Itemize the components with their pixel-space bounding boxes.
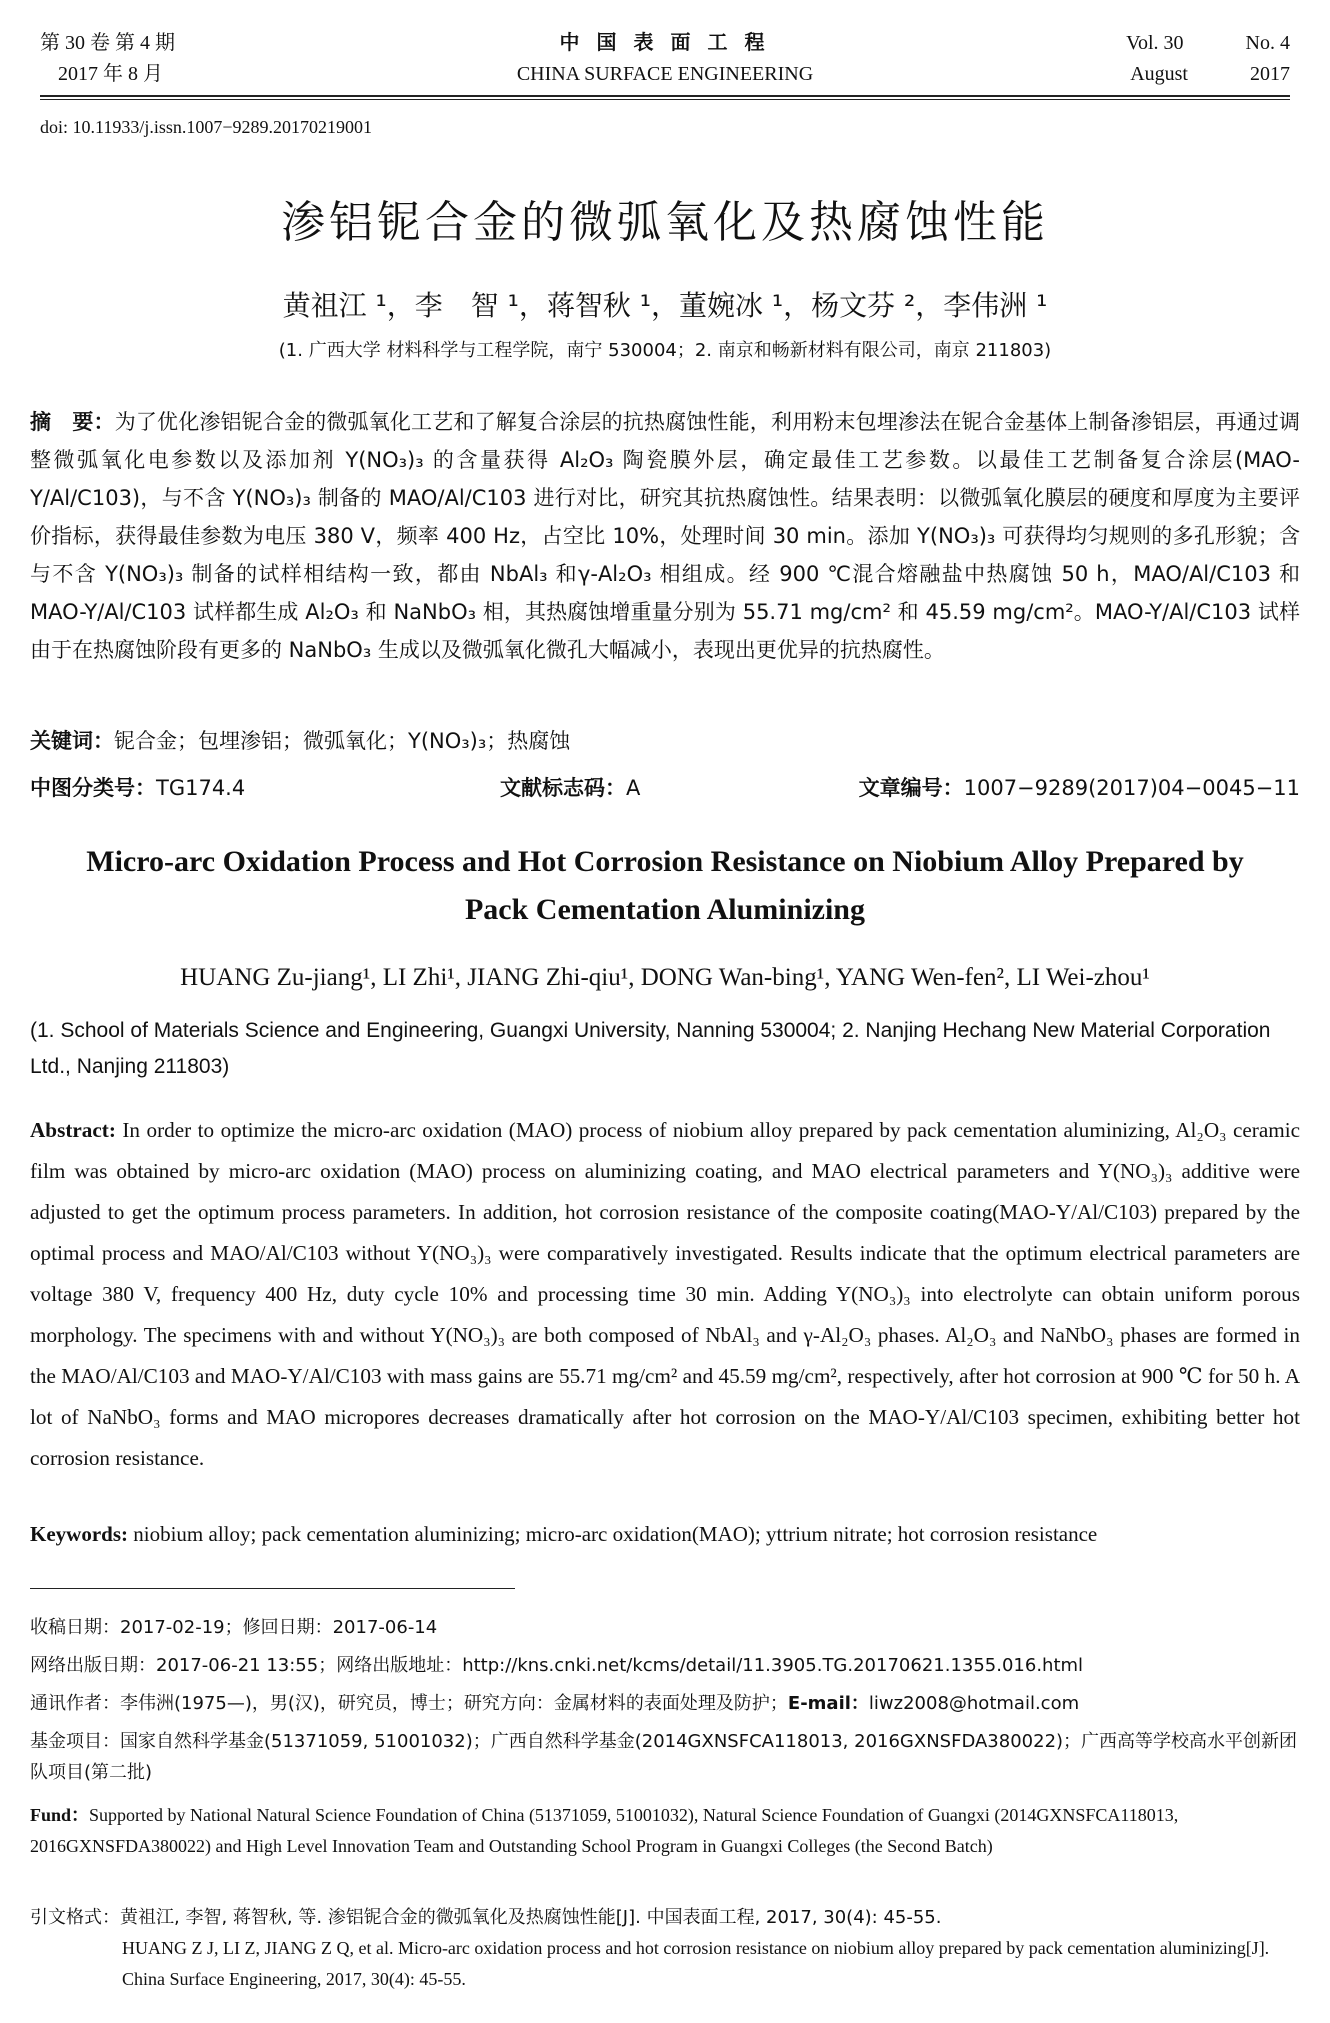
fund-cn-text: 国家自然科学基金(51371059, 51001032)；广西自然科学基金(2014GXNSFCA118013, 2016GXNSFDA380022)；广西高等学校高水平创新团队项目(第二批) [30, 1731, 1298, 1783]
footnote-fund-en [30, 1800, 1300, 1862]
keywords-cn-text: 铌合金；包埋渗铝；微弧氧化；Y(NO₃)₃；热腐蚀 [114, 729, 571, 753]
volume-en: Vol. 30 [1126, 32, 1184, 54]
article-no-label: 文章编号： [858, 776, 964, 800]
fund-cn-label: 基金项目： [30, 1731, 120, 1752]
month-en: August [1130, 63, 1188, 85]
date-cn: 2017 年 8 月 [58, 63, 163, 85]
abstract-en-text: In order to optimize the micro-arc oxidation (MAO) process of niobium alloy prepared by pack cementation aluminizing, Al₂O₃ ceramic film was obtained by micro-arc oxidation (MAO) process on aluminizing coating, and MAO electrical parameters and Y(NO₃)₃ additive were adjusted to get the optimum process parameters. In addition, hot corrosion resistance of the composite coating(MAO-Y/Al/C103) prepared by the optimal process and MAO/Al/C103 without Y(NO₃)₃ were comparatively investigated. Results indicate that the optimum electrical parameters are voltage 380 V, frequency 400 Hz, duty cycle 10% and processing time 30 min. Adding Y(NO₃)₃ into electrolyte can obtain uniform porous morphology. The specimens with and without Y(NO₃)₃ are both composed of NbAl₃ and γ-Al₂O₃ phases. Al₂O₃ and NaNbO₃ phases are formed in the MAO/Al/C103 and MAO-Y/Al/C103 with mass gains are 55.71 mg/cm² and 45.59 mg/cm², respectively, after hot corrosion at 900 ℃ for 50 h. A lot of NaNbO₃ forms and MAO micropores decreases dramatically after hot corrosion on the MAO-Y/Al/C103 specimen, exhibiting better hot corrosion resistance. [30, 1118, 1300, 1470]
keywords-en-text: niobium alloy; pack cementation aluminizing; micro-arc oxidation(MAO); yttrium nitrate; hot corrosion resistance [133, 1522, 1098, 1546]
clc-value: TG174.4 [156, 776, 246, 800]
cite-en: HUANG Z J, LI Z, JIANG Z Q, et al. Micro-arc oxidation process and hot corrosion resistance on niobium alloy prepared by pack cementation aluminizing[J]. China Surface Engineering, 2017, 30(4): 45-55. [122, 1938, 1270, 1989]
issue-en: No. 4 [1245, 32, 1290, 54]
doc-code-value: A [626, 776, 641, 800]
doc-code-label: 文献标志码： [500, 776, 626, 800]
footnote-online: 网络出版日期：2017-06-21 13:55；网络出版地址：http://kns.cnki.net/kcms/detail/11.3905.TG.20170621.1355.016.html [30, 1655, 1084, 1676]
keywords-cn [30, 725, 1300, 755]
footnote-fund-cn [30, 1726, 1300, 1788]
header-center [40, 28, 1290, 90]
year-en: 2017 [1250, 63, 1290, 85]
volume-issue-cn: 第 30 卷 第 4 期 [40, 32, 175, 54]
author-label: 通讯作者： [30, 1693, 120, 1714]
affiliation-en: (1. School of Materials Science and Engineering, Guangxi University, Nanning 530004; 2. Nanjing Hechang New Material Corporation Ltd., Nanjing 211803) [30, 1019, 1271, 1078]
author-text: 李伟洲(1975—)，男(汉)，研究员，博士；研究方向：金属材料的表面处理及防护； [120, 1693, 788, 1714]
abstract-cn-label: 摘 要： [30, 410, 115, 434]
doi: doi: 10.11933/j.issn.1007−9289.20170219001 [40, 117, 372, 137]
email-label: E-mail： [787, 1693, 869, 1714]
keywords-cn-label: 关键词： [30, 729, 114, 753]
cite-label: 引文格式： [30, 1907, 120, 1928]
header-rule-thin [40, 99, 1290, 100]
clc-label: 中图分类号： [30, 776, 156, 800]
header-right [1126, 28, 1290, 90]
footnote-citation [30, 1902, 1300, 1995]
footnote-rule [30, 1588, 515, 1589]
abstract-cn [30, 403, 1300, 669]
email-value: liwz2008@hotmail.com [868, 1693, 1080, 1714]
authors-cn: 黄祖江 ¹，李 智 ¹，蒋智秋 ¹，董婉冰 ¹，杨文芬 ²，李伟洲 ¹ [282, 289, 1048, 322]
journal-name-en: CHINA SURFACE ENGINEERING [516, 63, 814, 85]
title-en: Micro-arc Oxidation Process and Hot Corrosion Resistance on Niobium Alloy Prepared by Pack Cementation Aluminizing [86, 845, 1244, 926]
footnote-received: 收稿日期：2017-02-19；修回日期：2017-06-14 [30, 1617, 438, 1638]
keywords-en [30, 1522, 1300, 1547]
running-header [40, 28, 1290, 98]
footnote-corresponding-author [30, 1688, 1300, 1719]
authors-en: HUANG Zu-jiang¹, LI Zhi¹, JIANG Zhi-qiu¹, DONG Wan-bing¹, YANG Wen-fen², LI Wei-zhou¹ [180, 964, 1150, 991]
article-no-value: 1007−9289(2017)04−0045−11 [963, 776, 1300, 800]
fund-en-text: Supported by National Natural Science Foundation of China (51371059, 51001032), Natural Science Foundation of Guangxi (2014GXNSFCA118013, 2016GXNSFDA380022) and High Level Innovation Team and Outstanding School Program in Guangxi Colleges (the Second Batch) [30, 1805, 1179, 1856]
affiliation-cn: (1. 广西大学 材料科学与工程学院，南宁 530004；2. 南京和畅新材料有限公司，南京 211803) [278, 340, 1052, 361]
title-cn: 渗铝铌合金的微弧氧化及热腐蚀性能 [281, 197, 1049, 248]
header-rule [40, 95, 1290, 97]
keywords-en-label: Keywords: [30, 1522, 128, 1546]
abstract-en [30, 1110, 1300, 1479]
journal-name-cn: 中 国 表 面 工 程 [559, 32, 771, 54]
abstract-cn-text: 为了优化渗铝铌合金的微弧氧化工艺和了解复合涂层的抗热腐蚀性能，利用粉末包埋渗法在铌合金基体上制备渗铝层，再通过调整微弧氧化电参数以及添加剂 Y(NO₃)₃ 的含量获得 Al₂O₃ 陶瓷膜外层，确定最佳工艺参数。以最佳工艺制备复合涂层(MAO-Y/Al/C103)，与不含 Y(NO₃)₃ 制备的 MAO/Al/C103 进行对比，研究其抗热腐蚀性。结果表明：以微弧氧化膜层的硬度和厚度为主要评价指标，获得最佳参数为电压 380 V，频率 400 Hz，占空比 10%，处理时间 30 min。添加 Y(NO₃)₃ 可获得均匀规则的多孔形貌；含与不含 Y(NO₃)₃ 制备的试样相结构一致，都由 NbAl₃ 和γ-Al₂O₃ 相组成。经 900 ℃混合熔融盐中热腐蚀 50 h，MAO/Al/C103 和 MAO-Y/Al/C103 试样都生成 Al₂O₃ 和 NaNbO₃ 相，其热腐蚀增重量分别为 55.71 mg/cm² 和 45.59 mg/cm²。MAO-Y/Al/C103 试样由于在热腐蚀阶段有更多的 NaNbO₃ 生成以及微弧氧化微孔大幅减小，表现出更优异的抗热腐性。 [30, 410, 1301, 662]
fund-en-label: Fund： [30, 1805, 90, 1825]
cite-cn: 黄祖江, 李智, 蒋智秋, 等. 渗铝铌合金的微弧氧化及热腐蚀性能[J]. 中国表面工程, 2017, 30(4): 45-55. [120, 1907, 942, 1928]
classification-row [30, 772, 1300, 802]
abstract-en-label: Abstract: [30, 1118, 116, 1142]
